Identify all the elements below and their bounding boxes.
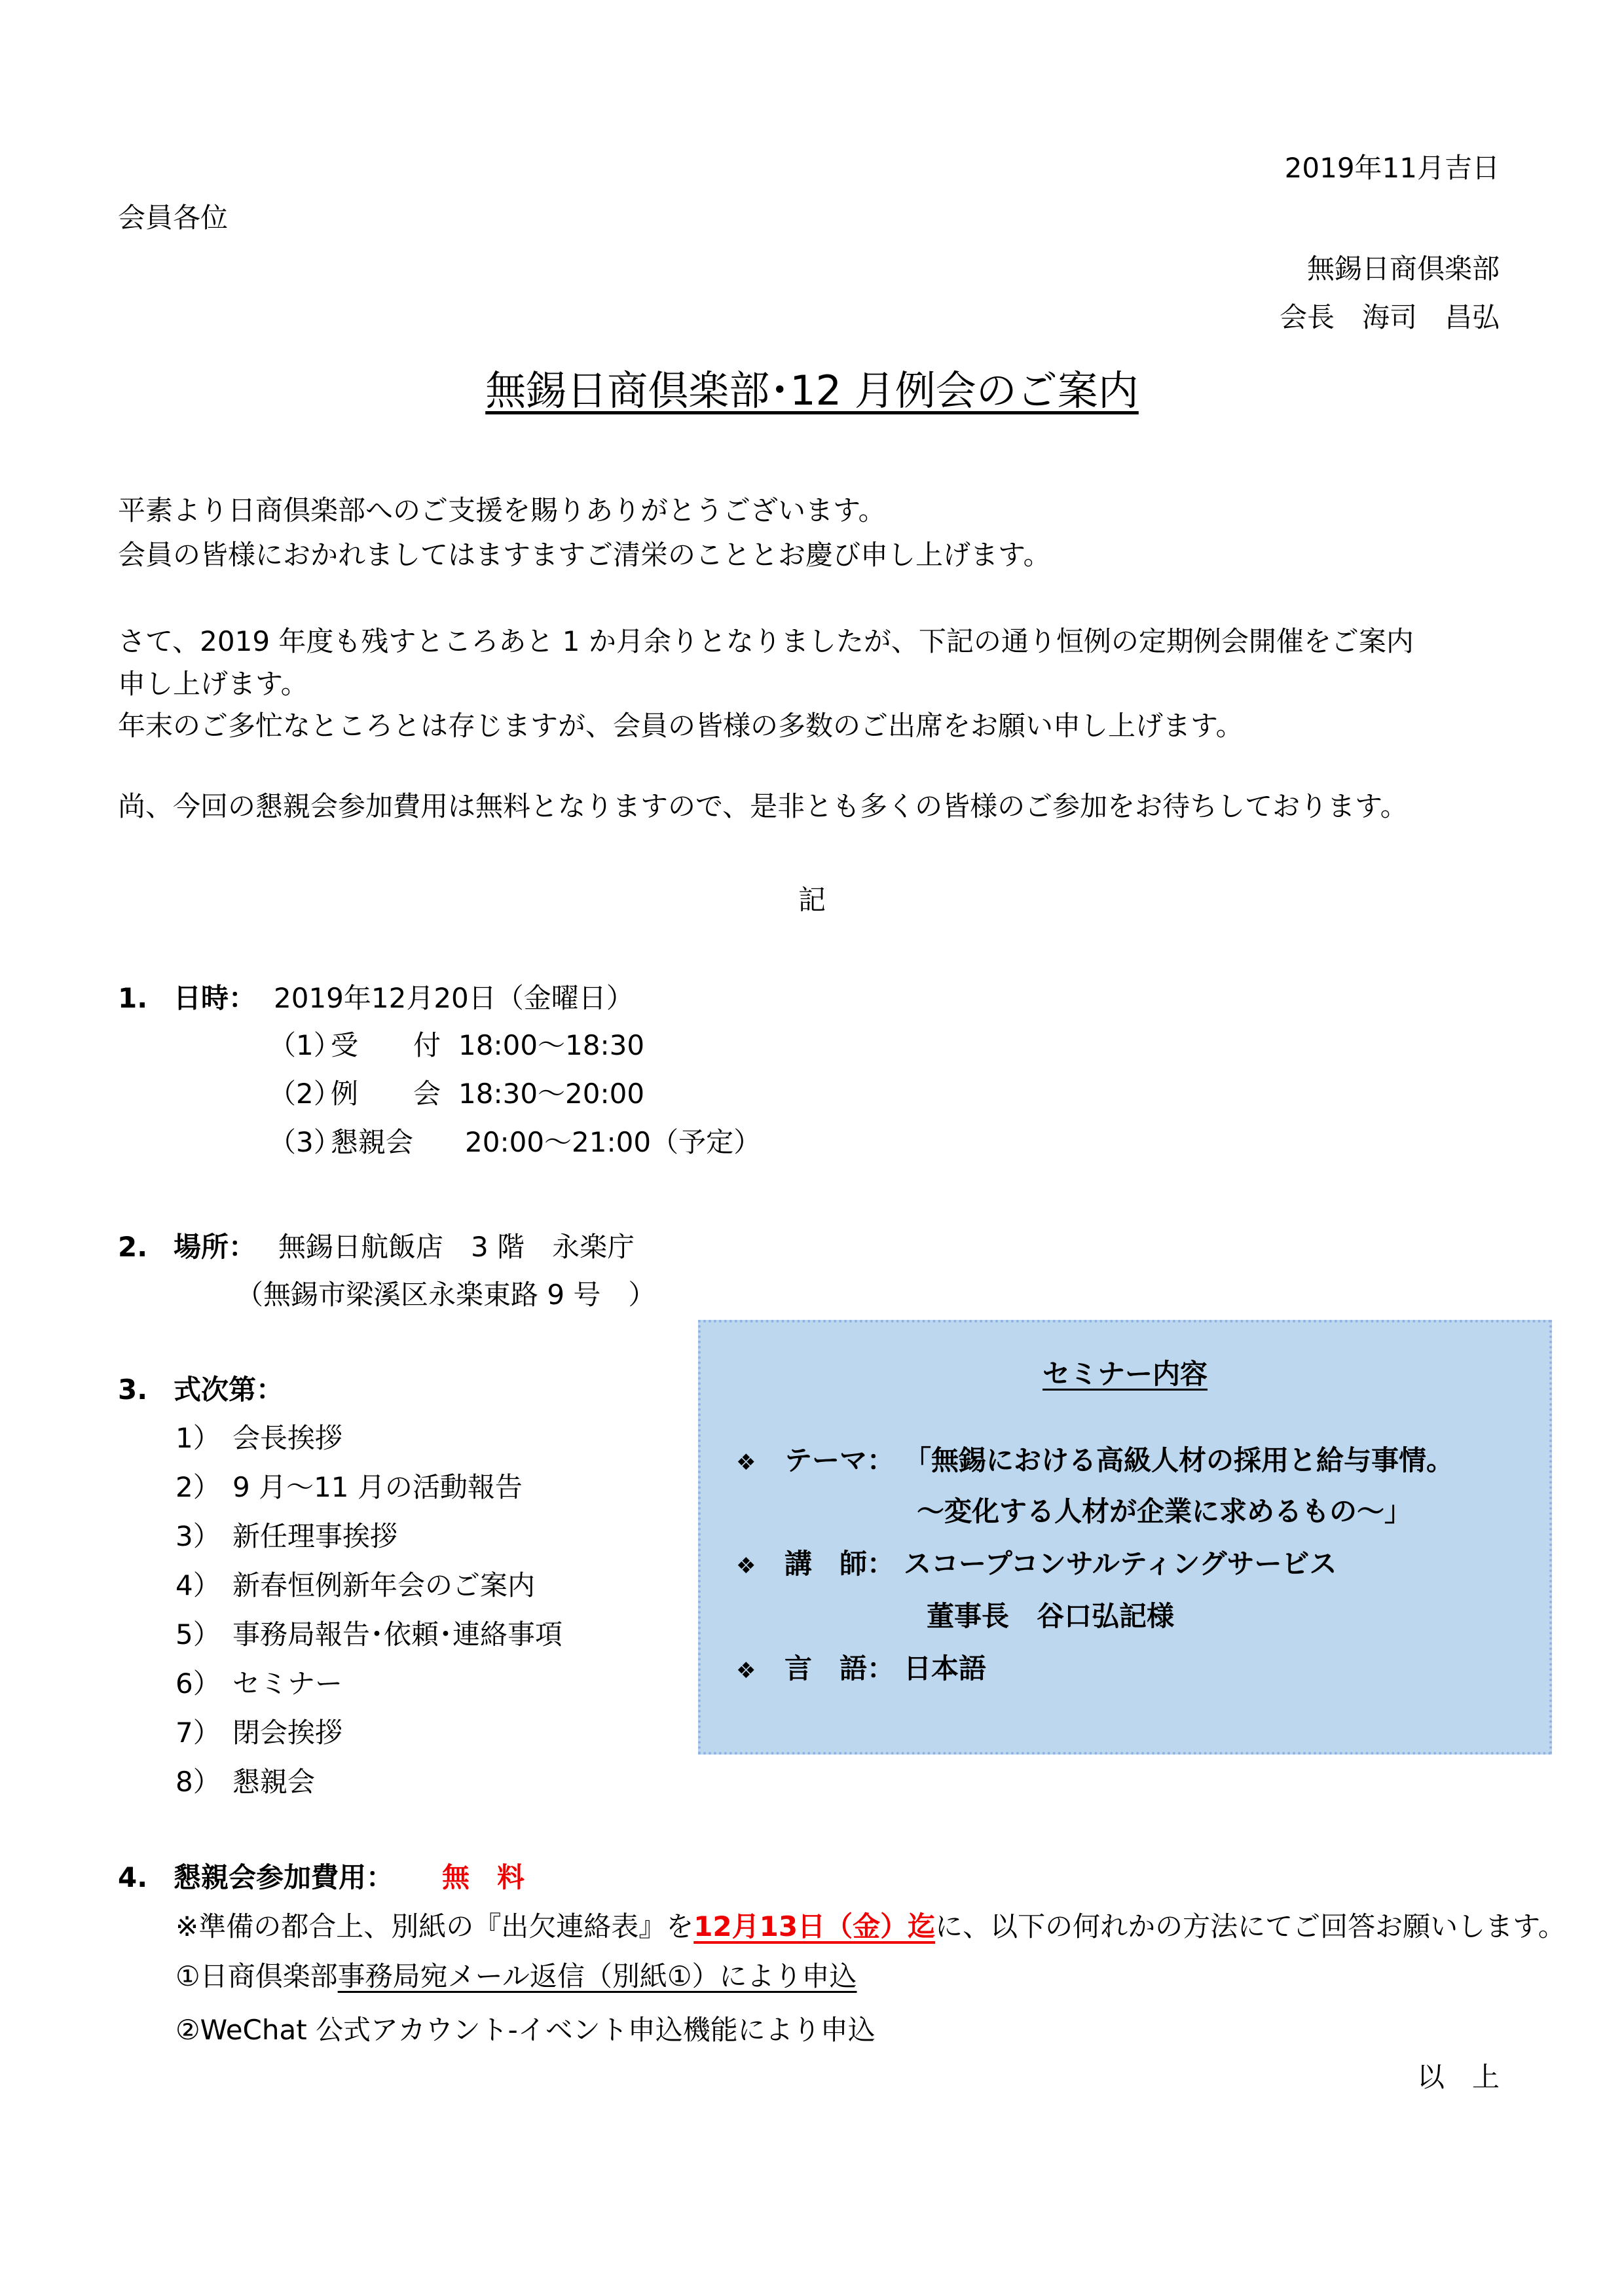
page-title: 無錫日商倶楽部･12 月例会のご案内 <box>485 367 1139 414</box>
section-label: 懇親会参加費用： <box>174 1861 394 1893</box>
diamond-cluster-icon: ❖ <box>736 1449 756 1476</box>
venue-name: 無錫日航飯店 3 階 永楽庁 <box>278 1231 635 1263</box>
seminar-language-row <box>736 1652 758 1687</box>
section-label: 場所： <box>174 1231 257 1263</box>
schedule-name: 例 会 <box>331 1078 441 1110</box>
program-index: 7） <box>175 1717 221 1749</box>
venue-address: （無錫市梁溪区永楽東路 9 号 ） <box>236 1279 656 1311</box>
sender-organization: 無錫日商倶楽部 <box>1306 253 1500 285</box>
schedule-name: 懇親会 <box>331 1126 414 1158</box>
program-item: 会長挨拶 <box>232 1422 343 1454</box>
program-item: 懇親会 <box>232 1766 316 1798</box>
sender-name: 会長 海司 昌弘 <box>1279 301 1500 333</box>
seminar-info-box <box>698 1320 1552 1755</box>
program-item: 事務局報告･依頼･連絡事項 <box>232 1618 563 1650</box>
seminar-theme-line: ～変化する人材が企業に求めるもの～」 <box>917 1495 1412 1527</box>
seminar-theme-line: 「無錫における高級人材の採用と給与事情。 <box>904 1444 1454 1476</box>
schedule-index: （2） <box>268 1078 341 1110</box>
section-number: 3. <box>118 1374 148 1406</box>
seminar-language-value: 日本語 <box>904 1652 987 1685</box>
seminar-lecturer-label: 講 師： <box>784 1548 895 1580</box>
schedule-time: 20:00～21:00（予定） <box>465 1126 762 1158</box>
fee-value: 無 料 <box>442 1861 525 1893</box>
event-date: 2019年12月20日（金曜日） <box>274 982 634 1014</box>
intro-line: 会員の皆様におかれましてはますますご清栄のこととお慶び申し上げます。 <box>118 539 1051 571</box>
diamond-cluster-icon: ❖ <box>736 1553 756 1579</box>
section-number: 1. <box>118 982 148 1014</box>
seminar-lecturer-row <box>736 1548 758 1582</box>
program-item: セミナー <box>232 1667 343 1700</box>
rsvp-method-email <box>175 1960 857 1993</box>
rsvp-note <box>175 1910 1566 1943</box>
method-email-link[interactable]: 事務局宛メール返信（別紙①）により申込 <box>337 1960 857 1992</box>
section-number: 4. <box>118 1861 148 1893</box>
intro-line: 申し上げます。 <box>118 668 308 700</box>
intro-line: 平素より日商倶楽部へのご支援を賜りありがとうございます。 <box>118 494 886 526</box>
program-index: 8） <box>175 1766 221 1798</box>
closing: 以 上 <box>1416 2061 1500 2093</box>
rsvp-deadline: 12月13日（金）迄 <box>693 1910 936 1942</box>
program-index: 6） <box>175 1667 221 1700</box>
seminar-language-label: 言 語： <box>784 1652 895 1685</box>
section-label: 日時： <box>174 982 257 1014</box>
seminar-lecturer-name: 董事長 谷口弘記様 <box>927 1600 1175 1632</box>
intro-line: さて、2019 年度も残すところあと 1 か月余りとなりましたが、下記の通り恒例の定期例会開催をご案内 <box>118 625 1414 657</box>
section-label: 式次第： <box>174 1374 284 1406</box>
rsvp-note-prefix: ※準備の都合上、別紙の『出欠連絡表』を <box>175 1910 694 1942</box>
schedule-index: （1） <box>268 1029 341 1061</box>
intro-line: 年末のご多忙なところとは存じますが、会員の皆様の多数のご出席をお願い申し上げます。 <box>118 710 1244 742</box>
intro-line: 尚、今回の懇親会参加費用は無料となりますので、是非とも多くの皆様のご参加をお待ちしております。 <box>118 790 1408 822</box>
schedule-name: 受 付 <box>331 1029 441 1061</box>
program-item: 閉会挨拶 <box>232 1717 343 1749</box>
section-number: 2. <box>118 1231 148 1263</box>
ki-heading: 記 <box>798 884 826 916</box>
program-index: 3） <box>175 1520 221 1552</box>
seminar-lecturer-company: スコープコンサルティングサービス <box>904 1548 1337 1580</box>
schedule-time: 18:30～20:00 <box>458 1078 645 1110</box>
program-index: 1） <box>175 1422 221 1454</box>
program-item: 9 月～11 月の活動報告 <box>232 1471 523 1503</box>
rsvp-note-suffix: に、以下の何れかの方法にてご回答お願いします。 <box>935 1910 1566 1942</box>
program-index: 2） <box>175 1471 221 1503</box>
seminar-theme-row <box>736 1444 758 1479</box>
document-date: 2019年11月吉日 <box>1284 152 1500 184</box>
recipient: 会員各位 <box>118 202 229 234</box>
seminar-theme-label: テーマ： <box>784 1444 895 1476</box>
program-item: 新春恒例新年会のご案内 <box>232 1569 536 1601</box>
program-item: 新任理事挨拶 <box>232 1520 398 1552</box>
schedule-index: （3） <box>268 1126 341 1158</box>
program-index: 4） <box>175 1569 221 1601</box>
program-index: 5） <box>175 1618 221 1650</box>
rsvp-method-wechat: ②WeChat 公式アカウント-イベント申込機能により申込 <box>175 2014 876 2046</box>
method-prefix: ①日商倶楽部 <box>175 1960 338 1992</box>
seminar-heading: セミナー内容 <box>1042 1358 1208 1390</box>
diamond-cluster-icon: ❖ <box>736 1658 756 1684</box>
schedule-time: 18:00～18:30 <box>458 1029 645 1061</box>
